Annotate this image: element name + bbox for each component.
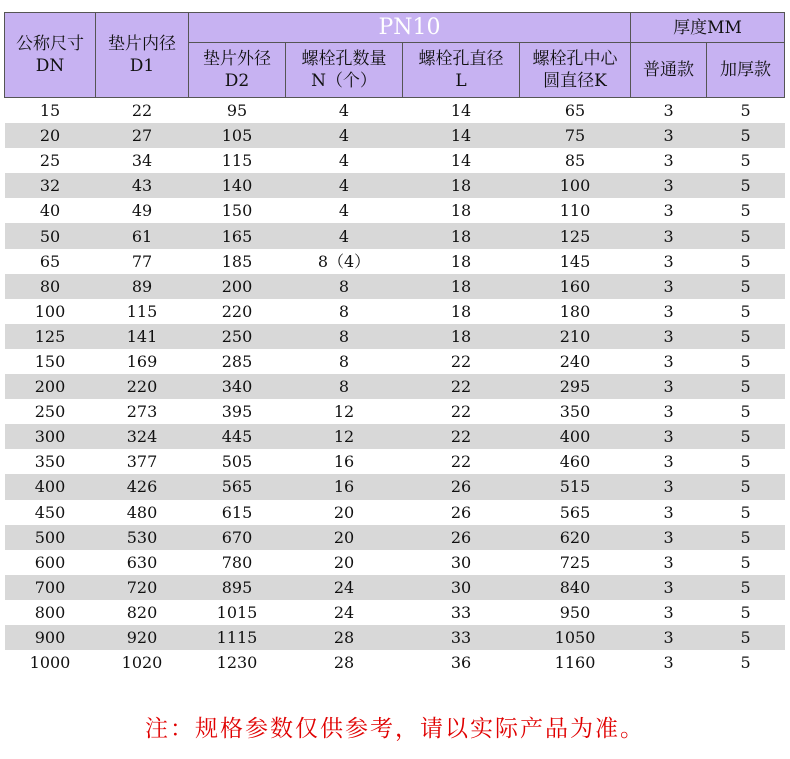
cell-k: 240 [559, 351, 591, 371]
cell-n: 16 [333, 452, 355, 472]
cell-dn: 700 [5, 575, 96, 600]
cell-normal: 3 [631, 575, 707, 600]
cell-normal: 3 [631, 625, 707, 650]
table-row [5, 650, 785, 675]
cell-normal: 3 [631, 324, 707, 349]
cell-d1: 273 [126, 402, 158, 422]
cell-d2: 150 [221, 201, 253, 221]
header-n-label: 螺栓孔数量 [301, 49, 387, 69]
cell-dn: 150 [34, 351, 66, 371]
cell-n: 24 [286, 575, 403, 600]
cell-k: 180 [559, 301, 591, 321]
cell-thick: 5 [740, 602, 751, 622]
cell-l: 26 [403, 525, 520, 550]
cell-d2: 250 [189, 324, 286, 349]
table-row [5, 525, 785, 550]
table-row [5, 374, 785, 399]
header-dn-code: DN [35, 56, 65, 76]
cell-l: 33 [403, 625, 520, 650]
cell-dn: 500 [5, 525, 96, 550]
cell-dn: 400 [5, 474, 96, 499]
cell-dn: 15 [39, 101, 61, 121]
cell-d1: 169 [126, 351, 158, 371]
header-d1 [96, 13, 189, 98]
table-row [5, 324, 785, 349]
cell-k: 1160 [554, 653, 596, 673]
cell-l: 14 [450, 101, 472, 121]
header-d1-code: D1 [129, 56, 155, 76]
table-row [5, 123, 785, 148]
cell-normal: 3 [663, 653, 674, 673]
table-row [5, 625, 785, 650]
cell-thick: 5 [740, 151, 751, 171]
cell-d1: 77 [131, 251, 153, 271]
table-row [5, 148, 785, 173]
cell-k: 85 [564, 151, 586, 171]
cell-n: 24 [333, 602, 355, 622]
header-dn-label: 公称尺寸 [16, 34, 84, 54]
cell-n: 4 [286, 173, 403, 198]
header-k-label: 螺栓孔中心 [532, 49, 618, 69]
cell-k: 160 [520, 274, 631, 299]
table-body [5, 98, 785, 676]
cell-thick: 5 [707, 324, 785, 349]
table-row [5, 274, 785, 299]
cell-normal: 3 [631, 173, 707, 198]
table-row [5, 98, 785, 124]
cell-normal: 3 [663, 101, 674, 121]
cell-normal: 3 [663, 502, 674, 522]
cell-d1: 34 [131, 151, 153, 171]
cell-k: 1050 [520, 625, 631, 650]
cell-d2: 340 [189, 374, 286, 399]
cell-normal: 3 [631, 374, 707, 399]
cell-dn: 250 [34, 402, 66, 422]
cell-d1: 920 [96, 625, 189, 650]
header-l [403, 43, 520, 98]
cell-d1: 720 [96, 575, 189, 600]
cell-normal: 3 [663, 452, 674, 472]
cell-n: 4 [338, 101, 350, 121]
cell-n: 4 [338, 201, 350, 221]
cell-normal: 3 [663, 251, 674, 271]
cell-n: 4 [286, 223, 403, 248]
header-n [286, 43, 403, 98]
cell-k: 295 [520, 374, 631, 399]
cell-dn: 65 [39, 251, 61, 271]
cell-thick: 5 [707, 625, 785, 650]
table-row [5, 600, 785, 625]
table-row [5, 474, 785, 499]
cell-l: 18 [450, 301, 472, 321]
cell-thick: 5 [740, 101, 751, 121]
cell-d1: 89 [96, 274, 189, 299]
cell-l: 22 [403, 424, 520, 449]
cell-d1: 61 [96, 223, 189, 248]
cell-l: 26 [450, 502, 472, 522]
cell-l: 18 [450, 201, 472, 221]
cell-d1: 820 [126, 602, 158, 622]
cell-d2: 780 [221, 552, 253, 572]
cell-normal: 3 [631, 223, 707, 248]
cell-d2: 115 [221, 151, 253, 171]
header-d2-code: D2 [224, 71, 250, 91]
cell-d2: 105 [189, 123, 286, 148]
cell-k: 65 [564, 101, 586, 121]
cell-k: 350 [559, 402, 591, 422]
cell-l: 14 [450, 151, 472, 171]
cell-thick: 5 [707, 575, 785, 600]
cell-thick: 5 [740, 653, 751, 673]
cell-d1: 480 [126, 502, 158, 522]
cell-k: 840 [520, 575, 631, 600]
cell-normal: 3 [631, 525, 707, 550]
cell-normal: 3 [631, 424, 707, 449]
disclaimer-note: 注：规格参数仅供参考，请以实际产品为准。 [145, 716, 645, 742]
cell-dn: 25 [39, 151, 61, 171]
cell-dn: 32 [5, 173, 96, 198]
header-thickness: 厚度MM [631, 13, 785, 43]
cell-d1: 115 [126, 301, 158, 321]
cell-n: 12 [286, 424, 403, 449]
table-row [5, 173, 785, 198]
cell-d1: 220 [96, 374, 189, 399]
header-d2 [189, 43, 286, 98]
cell-normal: 3 [663, 351, 674, 371]
cell-d2: 445 [189, 424, 286, 449]
cell-thick: 5 [707, 274, 785, 299]
cell-l: 30 [403, 575, 520, 600]
cell-l: 22 [450, 402, 472, 422]
table-row [5, 550, 785, 575]
table-row [5, 424, 785, 449]
cell-thick: 5 [707, 374, 785, 399]
cell-d1: 324 [96, 424, 189, 449]
cell-dn: 50 [5, 223, 96, 248]
cell-d1: 141 [96, 324, 189, 349]
cell-d1: 27 [96, 123, 189, 148]
cell-l: 30 [450, 552, 472, 572]
cell-normal: 3 [631, 474, 707, 499]
cell-k: 125 [520, 223, 631, 248]
cell-n: 20 [333, 502, 355, 522]
cell-l: 18 [403, 274, 520, 299]
cell-n: 28 [286, 625, 403, 650]
cell-l: 18 [403, 324, 520, 349]
cell-k: 950 [559, 602, 591, 622]
cell-normal: 3 [631, 274, 707, 299]
cell-n: 8 [286, 374, 403, 399]
header-d1-label: 垫片内径 [108, 34, 176, 54]
cell-d2: 95 [226, 101, 248, 121]
header-k-code: 圆直径K [543, 71, 607, 91]
cell-k: 400 [520, 424, 631, 449]
cell-k: 210 [520, 324, 631, 349]
cell-dn: 800 [34, 602, 66, 622]
cell-k: 515 [520, 474, 631, 499]
cell-l: 22 [403, 374, 520, 399]
cell-d2: 165 [189, 223, 286, 248]
cell-normal: 3 [663, 402, 674, 422]
cell-thick: 5 [707, 474, 785, 499]
cell-k: 100 [520, 173, 631, 198]
cell-thick: 5 [707, 424, 785, 449]
cell-l: 18 [450, 251, 472, 271]
cell-thick: 5 [740, 452, 751, 472]
cell-d2: 505 [221, 452, 253, 472]
header-n-code: N（个） [311, 71, 377, 91]
cell-n: 20 [286, 525, 403, 550]
cell-thick: 5 [707, 123, 785, 148]
table-row [5, 349, 785, 374]
cell-l: 22 [450, 351, 472, 371]
cell-dn: 125 [5, 324, 96, 349]
gasket-spec-table [4, 12, 785, 675]
cell-n: 8 [338, 301, 350, 321]
cell-n: 8（4） [317, 251, 371, 271]
cell-dn: 40 [39, 201, 61, 221]
header-d2-label: 垫片外径 [203, 49, 271, 69]
table-row [5, 500, 785, 525]
cell-d1: 377 [126, 452, 158, 472]
cell-dn: 600 [34, 552, 66, 572]
table-row [5, 198, 785, 223]
cell-k: 460 [559, 452, 591, 472]
cell-normal: 3 [631, 123, 707, 148]
cell-thick: 5 [740, 552, 751, 572]
cell-thick: 5 [740, 301, 751, 321]
header-l-code: L [455, 71, 467, 91]
cell-thick: 5 [740, 251, 751, 271]
cell-d2: 200 [189, 274, 286, 299]
header-dn [5, 13, 96, 98]
cell-normal: 3 [663, 201, 674, 221]
cell-dn: 1000 [29, 653, 71, 673]
cell-d1: 426 [96, 474, 189, 499]
cell-dn: 100 [34, 301, 66, 321]
cell-dn: 20 [5, 123, 96, 148]
cell-normal: 3 [663, 552, 674, 572]
cell-d1: 1020 [121, 653, 163, 673]
cell-k: 565 [559, 502, 591, 522]
cell-d2: 185 [221, 251, 253, 271]
cell-d2: 220 [221, 301, 253, 321]
cell-l: 22 [450, 452, 472, 472]
header-l-label: 螺栓孔直径 [418, 49, 504, 69]
cell-d2: 1115 [189, 625, 286, 650]
cell-d1: 49 [131, 201, 153, 221]
cell-d2: 140 [189, 173, 286, 198]
cell-d1: 530 [96, 525, 189, 550]
cell-n: 8 [286, 324, 403, 349]
cell-dn: 350 [34, 452, 66, 472]
cell-l: 33 [450, 602, 472, 622]
cell-d1: 22 [131, 101, 153, 121]
cell-thick: 5 [707, 223, 785, 248]
header-thick: 加厚款 [707, 43, 785, 98]
cell-d2: 895 [189, 575, 286, 600]
table-row [5, 399, 785, 424]
table-row [5, 223, 785, 248]
cell-n: 16 [286, 474, 403, 499]
cell-l: 36 [450, 653, 472, 673]
cell-d2: 670 [189, 525, 286, 550]
cell-k: 145 [559, 251, 591, 271]
cell-d2: 395 [221, 402, 253, 422]
cell-dn: 80 [5, 274, 96, 299]
cell-dn: 900 [5, 625, 96, 650]
cell-n: 8 [286, 274, 403, 299]
table-row [5, 449, 785, 474]
cell-dn: 200 [5, 374, 96, 399]
cell-n: 8 [338, 351, 350, 371]
cell-n: 28 [333, 653, 355, 673]
cell-dn: 450 [34, 502, 66, 522]
cell-k: 620 [520, 525, 631, 550]
cell-n: 4 [338, 151, 350, 171]
cell-normal: 3 [663, 151, 674, 171]
cell-thick: 5 [740, 502, 751, 522]
cell-thick: 5 [707, 173, 785, 198]
cell-d2: 615 [221, 502, 253, 522]
cell-d1: 43 [96, 173, 189, 198]
cell-n: 4 [286, 123, 403, 148]
cell-n: 20 [333, 552, 355, 572]
cell-d2: 1230 [216, 653, 258, 673]
cell-l: 18 [403, 223, 520, 248]
cell-d2: 1015 [216, 602, 258, 622]
table-row [5, 299, 785, 324]
header-k [520, 43, 631, 98]
cell-d2: 285 [221, 351, 253, 371]
table-row [5, 249, 785, 274]
cell-thick: 5 [707, 525, 785, 550]
cell-normal: 3 [663, 602, 674, 622]
cell-thick: 5 [740, 201, 751, 221]
table-row [5, 575, 785, 600]
cell-thick: 5 [740, 351, 751, 371]
cell-d1: 630 [126, 552, 158, 572]
cell-d2: 565 [189, 474, 286, 499]
header-pn10: PN10 [189, 13, 631, 43]
cell-k: 75 [520, 123, 631, 148]
header-normal: 普通款 [631, 43, 707, 98]
cell-n: 12 [333, 402, 355, 422]
cell-l: 26 [403, 474, 520, 499]
cell-l: 18 [403, 173, 520, 198]
cell-normal: 3 [663, 301, 674, 321]
cell-k: 110 [559, 201, 591, 221]
cell-thick: 5 [740, 402, 751, 422]
cell-l: 14 [403, 123, 520, 148]
cell-dn: 300 [5, 424, 96, 449]
cell-k: 725 [559, 552, 591, 572]
